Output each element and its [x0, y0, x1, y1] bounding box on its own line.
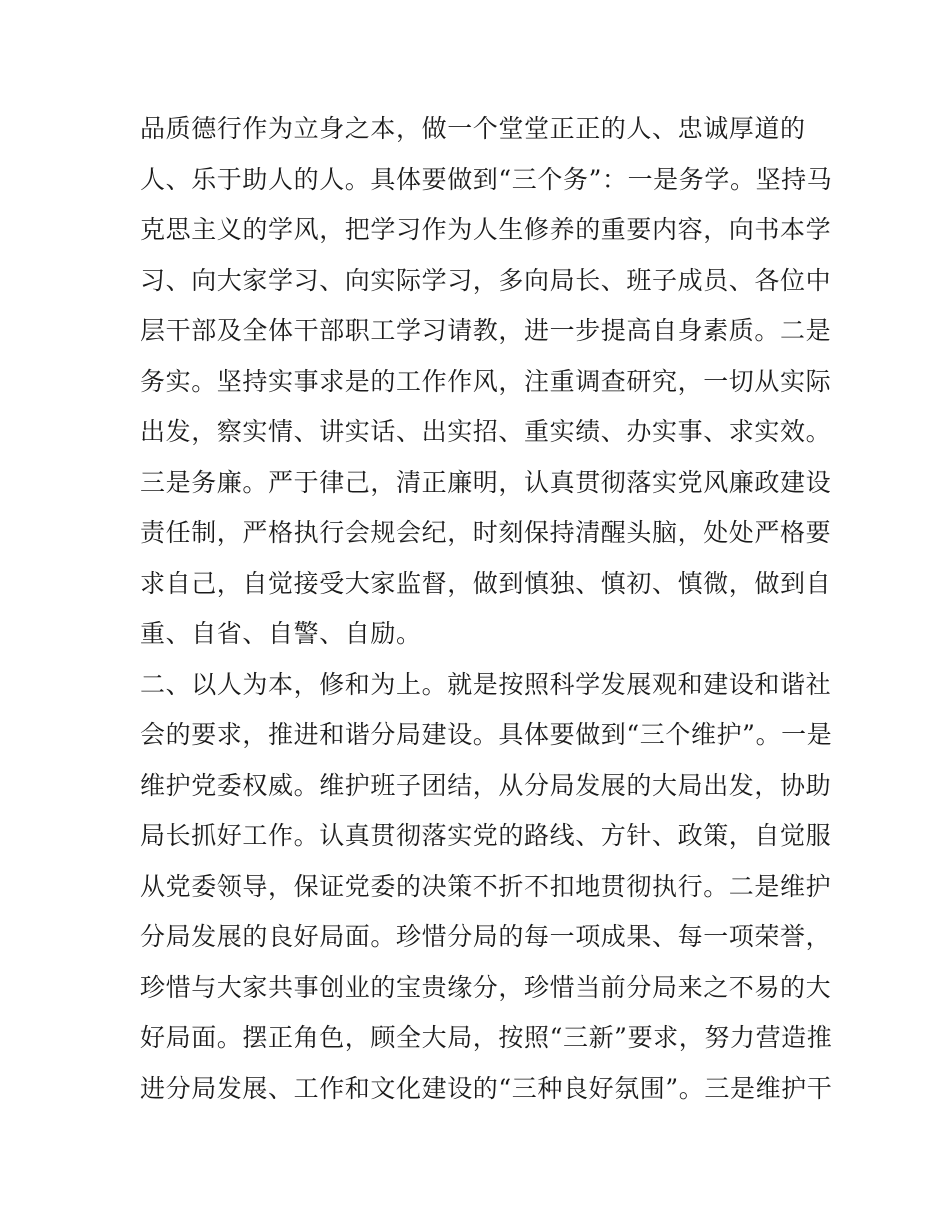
text-line: 局长抓好工作。认真贯彻落实党的路线、方针、政策，自觉服: [140, 821, 832, 850]
text-line: 层干部及全体干部职工学习请教，进一步提高自身素质。二是: [140, 316, 832, 345]
text-line: 重、自省、自警、自励。: [140, 619, 422, 648]
text-line: 求自己，自觉接受大家监督，做到慎独、慎初、慎微，做到自: [140, 569, 832, 598]
text-line: 从党委领导，保证党委的决策不折不扣地贯彻执行。二是维护: [140, 872, 832, 901]
text-line: 品质德行作为立身之本，做一个堂堂正正的人、忠诚厚道的: [140, 114, 806, 143]
text-line: 进分局发展、工作和文化建设的“三种良好氛围”。三是维护干: [140, 1074, 833, 1103]
text-line: 分局发展的良好局面。珍惜分局的每一项成果、每一项荣誉，: [140, 922, 832, 951]
text-line: 三是务廉。严于律己，清正廉明，认真贯彻落实党风廉政建设: [140, 468, 832, 497]
text-line: 务实。坚持实事求是的工作作风，注重调查研究，一切从实际: [140, 367, 832, 396]
text-line: 会的要求，推进和谐分局建设。具体要做到“三个维护”。一是: [140, 720, 833, 749]
text-line: 珍惜与大家共事创业的宝贵缘分，珍惜当前分局来之不易的大: [140, 973, 832, 1002]
text-line: 维护党委权威。维护班子团结，从分局发展的大局出发，协助: [140, 771, 832, 800]
text-line: 好局面。摆正角色，顾全大局，按照“三新”要求，努力营造推: [140, 1023, 833, 1052]
text-line: 二、以人为本，修和为上。就是按照科学发展观和建设和谐社: [140, 670, 832, 699]
text-line: 责任制，严格执行会规会纪，时刻保持清醒头脑，处处严格要: [140, 518, 832, 547]
text-line: 人、乐于助人的人。具体要做到“三个务”：一是务学。坚持马: [140, 165, 833, 194]
text-line: 出发，察实情、讲实话、出实招、重实绩、办实事、求实效。: [140, 417, 832, 446]
text-line: 习、向大家学习、向实际学习，多向局长、班子成员、各位中: [140, 266, 832, 295]
text-line: 克思主义的学风，把学习作为人生修养的重要内容，向书本学: [140, 215, 832, 244]
